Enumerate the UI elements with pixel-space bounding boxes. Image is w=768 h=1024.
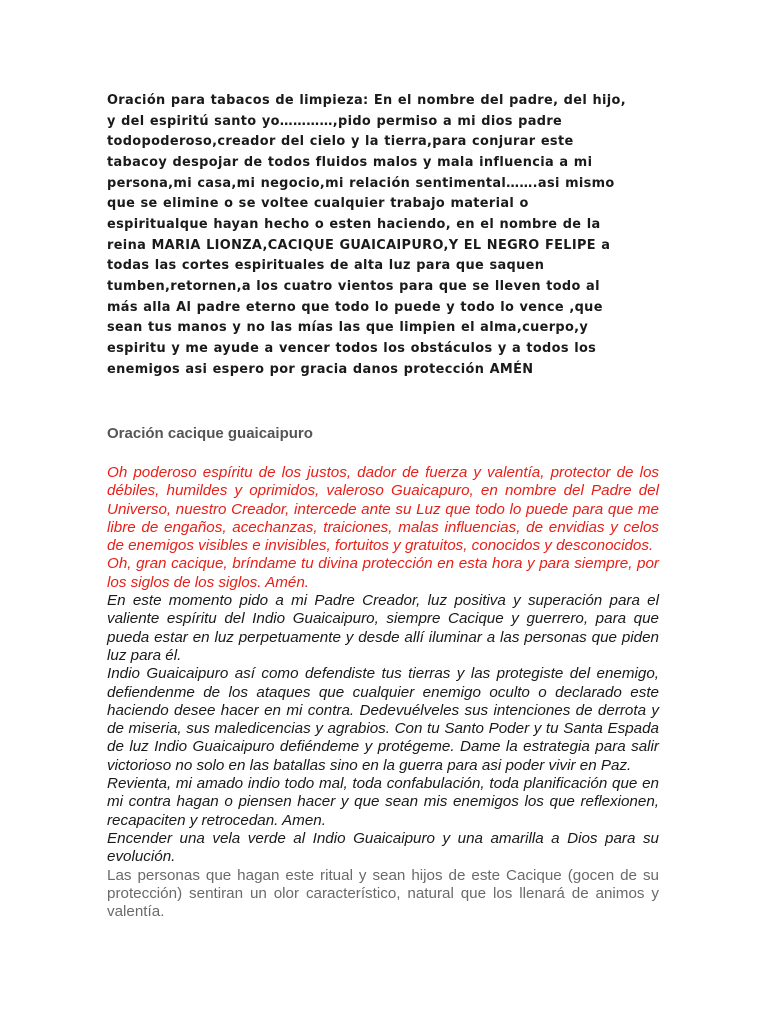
cacique-prayer-title: Oración cacique guaicaipuro: [107, 425, 313, 442]
prayer-paragraph: Revienta, mi amado indio todo mal, toda confabulación, toda planificación que en mi contra hagan o piensen hacer y que sean mis enemigos los que reflexionen, recapaciten y retrocedan. Amen.: [107, 775, 659, 829]
prayer-paragraph: Indio Guaicaipuro así como defendiste tus tierras y las protegiste del enemigo, defiendenme de los ataques que cualquier enemigo oculto o declarado este haciendo desee hacer en mi contra. Dedevuélveles sus intenciones de derrota y de miseria, sus maledicencias y agrabios. Con tu Santo Poder y tu Santa Espada de luz Indio Guaicaipuro defiéndeme y protégeme. Dame la estrategia para salir victorioso no solo en las batallas sino en la guerra para asi poder vivir en Paz.: [107, 665, 659, 774]
ritual-note: Las personas que hagan este ritual y sean hijos de este Cacique (gocen de su protección) sentiran un olor característico, natural que los llenará de animos y valentía.: [107, 866, 659, 921]
prayer-paragraph: En este momento pido a mi Padre Creador, luz positiva y superación para el valiente espíritu del Indio Guaicaipuro, siempre Cacique y guerrero, para que pueda estar en luz perpetuamente y desde allí iluminar a las personas que piden luz para él.: [107, 592, 659, 664]
cacique-prayer-body: [107, 464, 659, 921]
tobacco-cleansing-prayer: Oración para tabacos de limpieza: En el nombre del padre, del hijo, y del espiritú santo yo…………,pido permiso a mi dios padre todopoderoso,creador del cielo y la tierra,para conjurar este tabacoy despojar de todos fluidos malos y mala influencia a mi persona,mi casa,mi negocio,mi relación sentimental…….asi mismo que se elimine o se voltee cualquier trabajo material o espiritualque hayan hecho o esten haciendo, en el nombre de la reina MARIA LIONZA,CACIQUE GUAICAIPURO,Y EL NEGRO FELIPE a todas las cortes espirituales de alta luz para que saquen tumben,retornen,a los cuatro vientos para que se lleven todo al más alla Al padre eterno que todo lo puede y todo lo vence ,que sean tus manos y no las mías las que limpien el alma,cuerpo,y espiritu y me ayude a vencer todos los obstáculos y a todos los enemigos asi espero por gracia danos protección AMÉN: [107, 93, 626, 377]
ritual-instruction: Encender una vela verde al Indio Guaicaipuro y una amarilla a Dios para su evolución.: [107, 829, 659, 866]
prayer-paragraph: Oh poderoso espíritu de los justos, dador de fuerza y valentía, protector de los débiles, humildes y oprimidos, valeroso Guaicapuro, en nombre del Padre del Universo, nuestro Creador, intercede ante su Luz que todo lo puede para que me libre de engaños, acechanzas, traiciones, malas influencias, de envidias y celos de enemigos visibles e invisibles, fortuitos y gratuitos, conocidos y desconocidos.: [107, 464, 659, 555]
prayer-paragraph: Oh, gran cacique, bríndame tu divina protección en esta hora y para siempre, por los siglos de los siglos. Amén.: [107, 555, 659, 591]
